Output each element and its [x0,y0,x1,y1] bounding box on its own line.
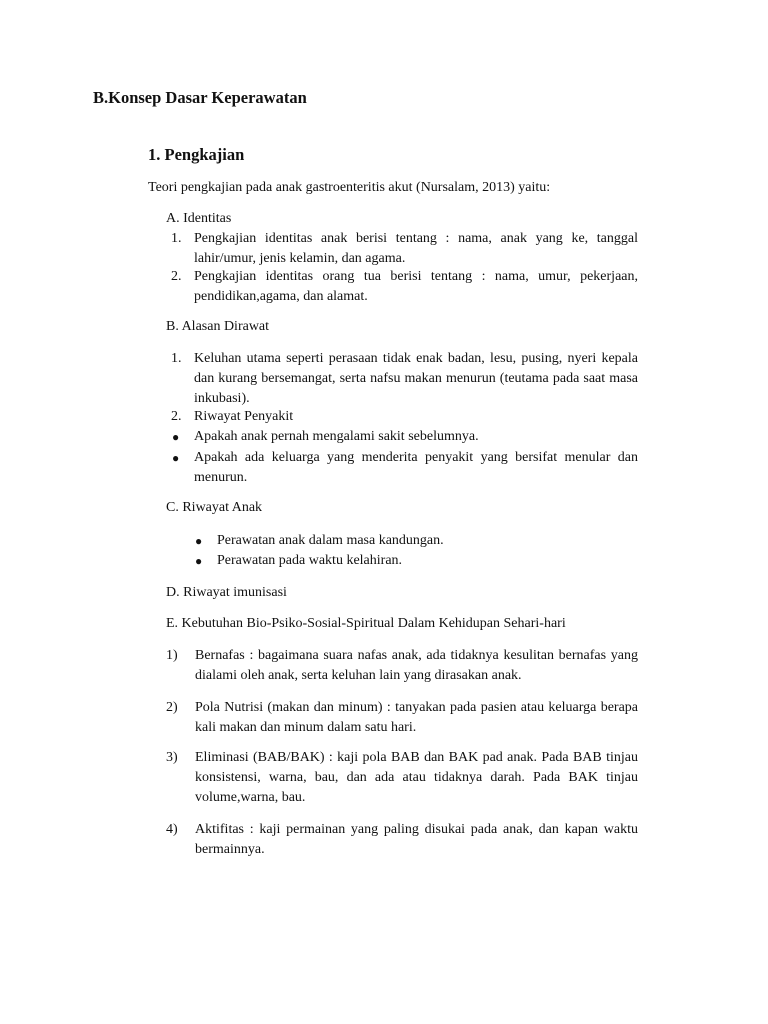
bullet-item: Perawatan pada waktu kelahiran. [217,553,403,568]
bullet-icon: ● [172,451,180,465]
bullet-icon: ● [195,534,203,548]
list-item: Pengkajian identitas anak berisi tentang : nama, anak yang ke, tanggal lahir/umur, jenis kelamin, dan agama. [194,231,638,266]
list-item: Pola Nutrisi (makan dan minum) : tanyakan pada pasien atau keluarga berapa kali makan dan minum dalam satu hari. [195,700,638,735]
bullet-item: Apakah ada keluarga yang menderita penyakit yang bersifat menular dan menurun. [194,450,638,485]
list-number: 1) [166,648,178,663]
list-item: Aktifitas : kaji permainan yang paling disukai pada anak, dan kapan waktu bermainnya. [195,822,638,857]
list-item: Eliminasi (BAB/BAK) : kaji pola BAB dan BAK pad anak. Pada BAB tinjau konsistensi, warna, bau, dan ada atau tidaknya darah. Pada BAK tinjau volume,warna, bau. [195,750,638,805]
list-number: 1. [171,351,182,366]
list-item: Pengkajian identitas orang tua berisi tentang : nama, umur, pekerjaan, pendidikan,agama, dan alamat. [194,269,638,304]
section-title: B.Konsep Dasar Keperawatan [93,88,307,107]
heading-riwayat-anak: C. Riwayat Anak [166,500,263,515]
list-item: Riwayat Penyakit [194,409,294,424]
heading-identitas: A. Identitas [166,211,232,226]
subsection-title: 1. Pengkajian [148,145,245,164]
bullet-item: Apakah anak pernah mengalami sakit sebelumnya. [194,429,479,444]
bullet-icon: ● [195,554,203,568]
heading-kebutuhan: E. Kebutuhan Bio-Psiko-Sosial-Spiritual Dalam Kehidupan Sehari-hari [166,616,566,631]
list-item [185,646,638,686]
list-number: 2) [166,700,178,715]
bullet-item: Perawatan anak dalam masa kandungan. [217,533,444,548]
heading-alasan-dirawat: B. Alasan Dirawat [166,319,270,334]
list-item: Keluhan utama seperti perasaan tidak enak badan, lesu, pusing, nyeri kepala dan kurang bersemangat, serta nafsu makan menurun (teutama pada saat masa inkubasi). [194,351,638,406]
list-number: 2. [171,409,182,424]
heading-riwayat-imunisasi: D. Riwayat imunisasi [166,585,287,600]
list-number: 2. [171,269,182,284]
intro-text: Teori pengkajian pada anak gastroenteritis akut (Nursalam, 2013) yaitu: [148,180,551,195]
bullet-icon: ● [172,430,180,444]
list-number: 1. [171,231,182,246]
list-number: 4) [166,822,178,837]
list-number: 3) [166,750,178,765]
list-item-text: Bernafas : bagaimana suara nafas anak, ada tidaknya kesulitan bernafas yang dialami oleh anak, serta keluhan lain yang dirasakan anak. [195,648,638,683]
